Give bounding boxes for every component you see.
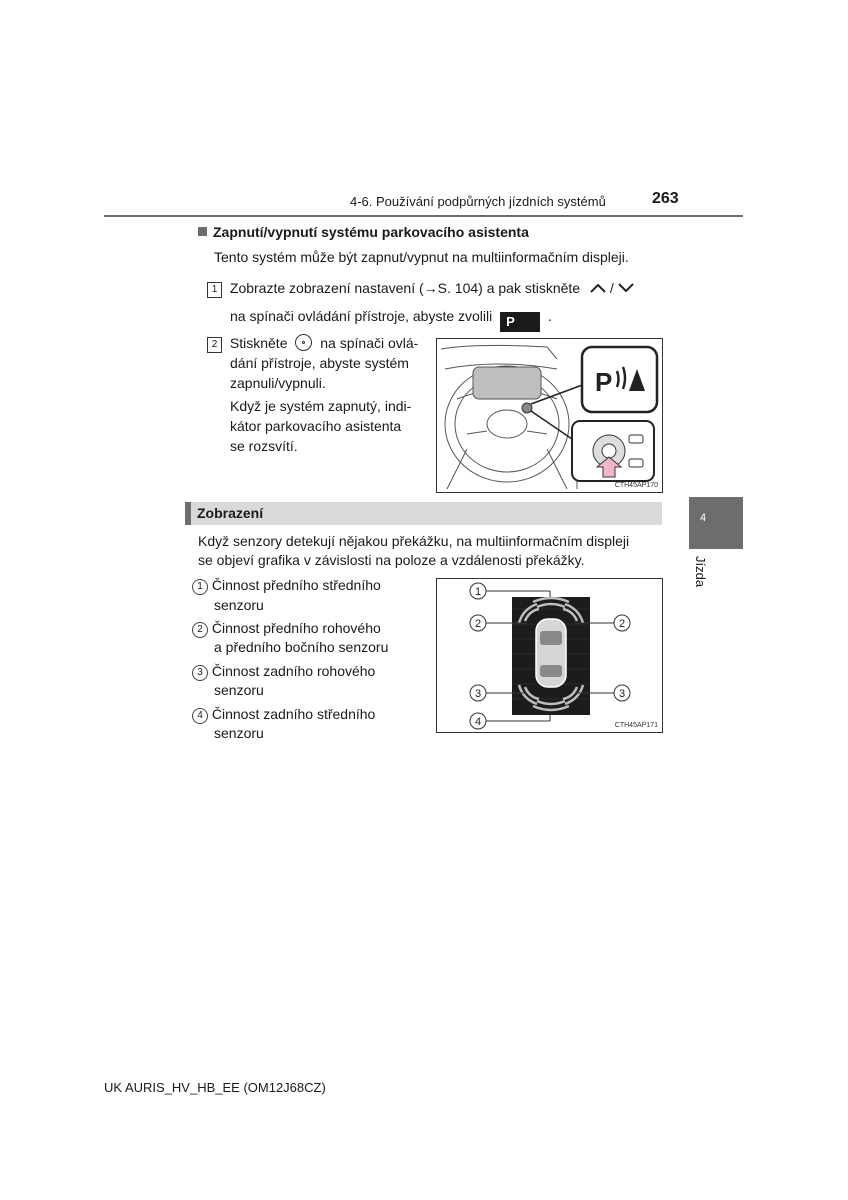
page-number: 263: [652, 190, 679, 207]
item-text-2: senzoru: [214, 725, 264, 741]
step-1-text: Zobrazte zobrazení nastavení (→S. 104) a pak stiskněte: [229, 280, 581, 296]
step-2-note-1: Když je systém zapnutý, indi-: [230, 398, 412, 414]
sensor-display-illustration: [437, 579, 662, 732]
square-bullet-icon: [198, 227, 207, 236]
step-2-text-b: na spínači ovlá-: [320, 335, 419, 351]
step-2-note-3: se rozsvítí.: [230, 438, 298, 454]
step-2-line-2: dání přístroje, abyste systém: [230, 355, 409, 371]
step-1-slash: /: [609, 280, 614, 296]
step-2-note-2: kátor parkovacího asistenta: [230, 418, 402, 434]
item-text: Činnost zadního rohového: [211, 663, 376, 679]
list-item: [192, 704, 375, 724]
step-2-line-3: zapnuli/vypnuli.: [230, 375, 326, 391]
figure-code: CTH45AP171: [614, 722, 658, 729]
callout-label: 3: [618, 688, 626, 700]
enter-button-icon: [295, 334, 312, 351]
figure-code: CTH45AP170: [614, 482, 658, 489]
item-number: 3: [192, 665, 208, 681]
footer-text: UK AURIS_HV_HB_EE (OM12J68CZ): [104, 1080, 326, 1095]
item-number: 4: [192, 708, 208, 724]
chevron-up-icon: [590, 283, 606, 293]
parking-assist-icon: [500, 312, 540, 332]
running-header: 4-6. Používání podpůrných jízdních systémů: [350, 194, 606, 209]
section-2-intro-2: se objeví grafika v závislosti na poloze a vzdálenosti překážky.: [198, 552, 585, 568]
item-text-2: senzoru: [214, 597, 264, 613]
chevron-down-icon: [618, 283, 634, 293]
item-number: 2: [192, 622, 208, 638]
chapter-tab: [689, 497, 743, 549]
step-1: [207, 278, 634, 298]
step-number: 2: [207, 337, 222, 353]
section-title-accent: [185, 502, 191, 525]
steering-wheel-illustration: [437, 339, 662, 492]
header-rule: [104, 215, 743, 217]
list-item: [192, 575, 381, 595]
list-item: [192, 661, 375, 681]
section-heading-text: Zapnutí/vypnutí systému parkovacího asistenta: [213, 224, 529, 240]
list-item: [192, 618, 381, 638]
step-number: 1: [207, 282, 222, 298]
steering-wheel-figure: [436, 338, 663, 493]
chapter-label: Jízda: [693, 556, 708, 588]
display-parking-letter: P: [595, 367, 613, 397]
item-text-2: a předního bočního senzoru: [214, 639, 389, 655]
callout-label: 2: [474, 618, 482, 630]
chapter-number: 4: [700, 512, 707, 524]
item-text: Činnost předního středního: [211, 577, 381, 593]
callout-label: 3: [474, 688, 482, 700]
step-1-text-2: na spínači ovládání přístroje, abyste zvolili: [230, 308, 493, 324]
section-heading: [198, 224, 529, 240]
item-text: Činnost zadního středního: [211, 706, 376, 722]
item-number: 1: [192, 579, 208, 595]
item-text: Činnost předního rohového: [211, 620, 381, 636]
step-1-line-2: [230, 306, 552, 332]
callout-label: 1: [474, 586, 482, 598]
step-2: [207, 333, 418, 353]
callout-label: 2: [618, 618, 626, 630]
parking-icon-letter: P: [506, 314, 515, 329]
section-title: Zobrazení: [197, 505, 264, 521]
intro-text: Tento systém může být zapnut/vypnut na multiinformačním displeji.: [214, 249, 629, 265]
callout-label: 4: [474, 716, 482, 728]
item-text-2: senzoru: [214, 682, 264, 698]
step-2-text-a: Stiskněte: [229, 335, 288, 351]
step-1-period: .: [548, 308, 552, 324]
section-2-intro-1: Když senzory detekují nějakou překážku, na multiinformačním displeji: [198, 533, 630, 549]
sensor-display-figure: [436, 578, 663, 733]
